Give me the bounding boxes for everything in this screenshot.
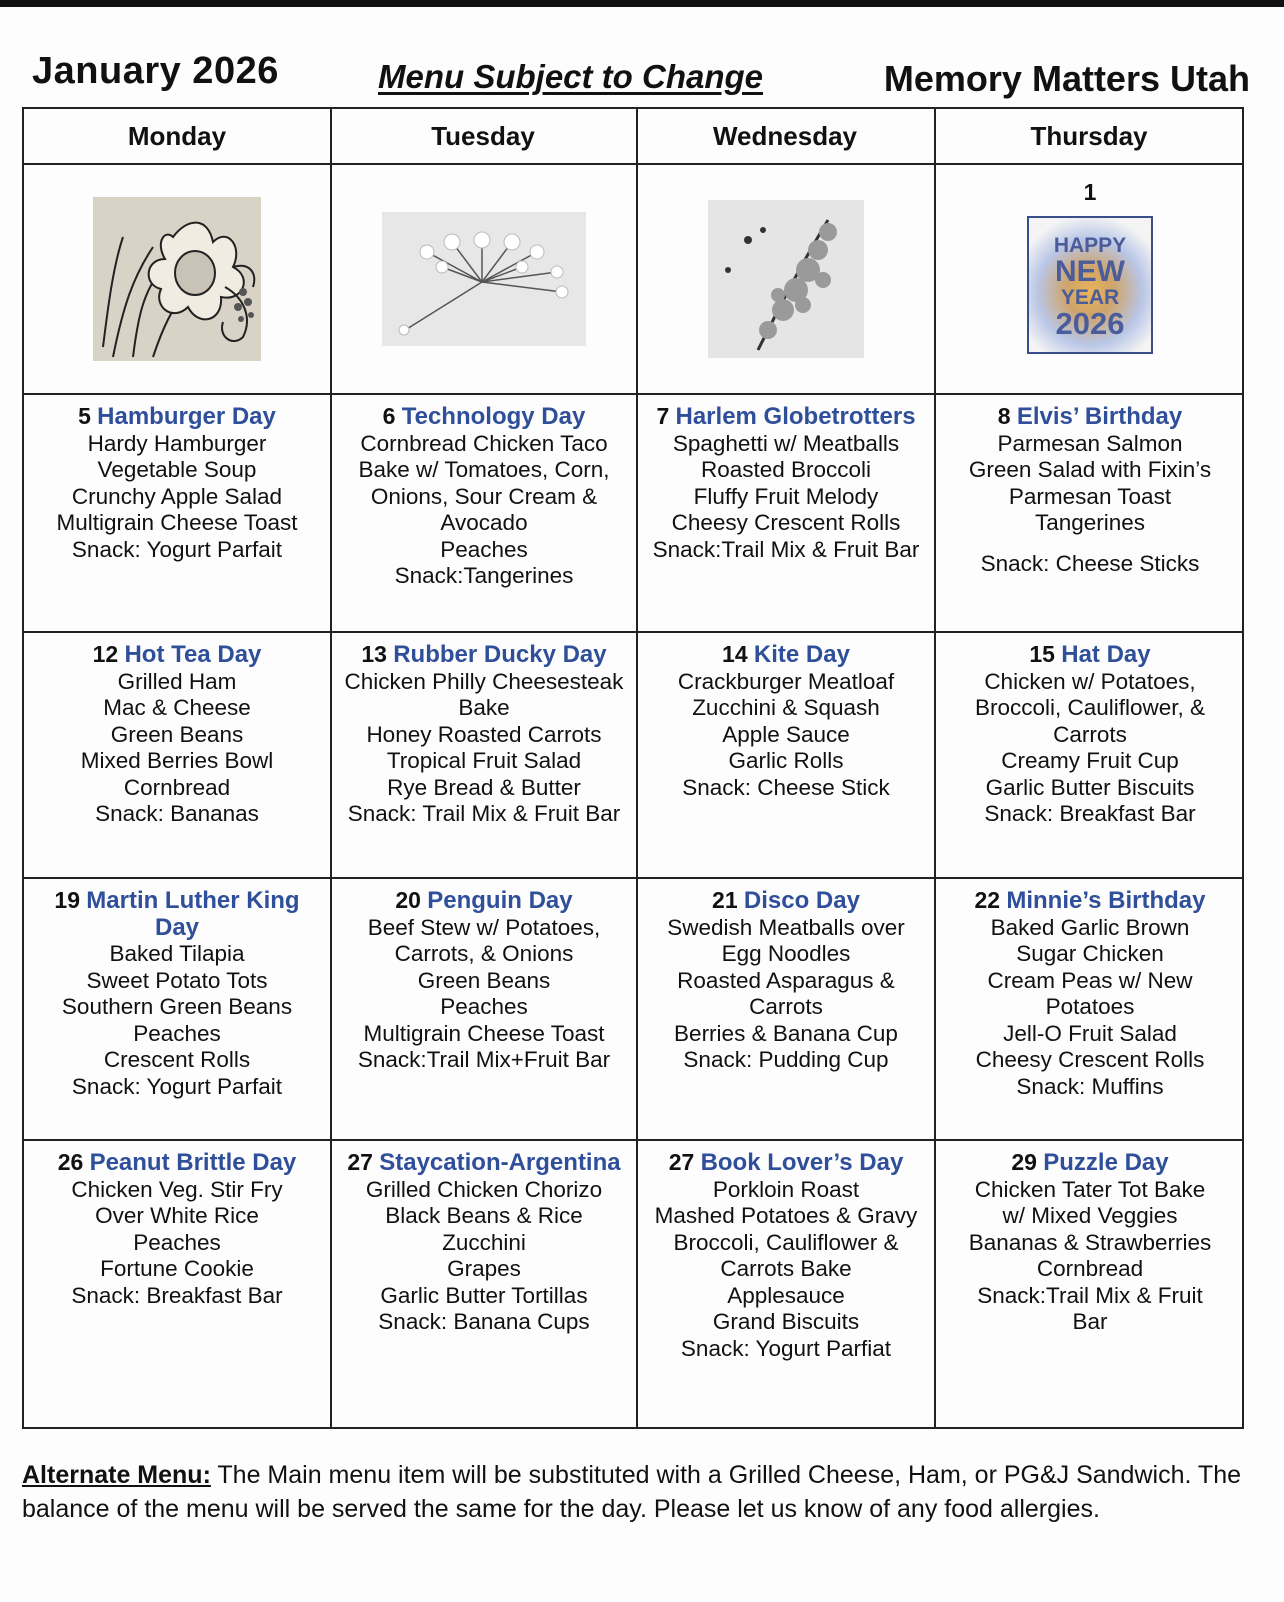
menu-item: Fluffy Fruit Melody (693, 483, 879, 509)
menu-day-cell (332, 633, 636, 877)
menu-item: Baked Garlic Brown (990, 914, 1190, 940)
date-number: 1 (1083, 179, 1097, 205)
date-number: 13 (361, 641, 387, 667)
menu-item: Tangerines (1034, 510, 1146, 535)
day-theme-title: Peanut Brittle Day (89, 1149, 297, 1176)
menu-item: Potatoes (1045, 994, 1135, 1019)
menu-item: Snack: Banana Cups (378, 1309, 590, 1334)
menu-item: Rye Bread & Butter (387, 774, 581, 800)
menu-day-cell (24, 395, 330, 631)
day-theme-title: Harlem Globetrotters (675, 403, 916, 430)
menu-day-cell (936, 633, 1244, 877)
menu-item: Fortune Cookie (100, 1256, 254, 1281)
menu-item: Snack: Breakfast Bar (984, 801, 1196, 826)
day-theme-title: Hot Tea Day (124, 641, 262, 668)
menu-item: Tropical Fruit Salad (386, 748, 582, 773)
menu-item: Chicken Philly Cheesesteak (344, 668, 624, 694)
menu-day-cell (638, 1141, 934, 1429)
menu-item: Cheesy Crescent Rolls (671, 510, 901, 535)
badge-line: YEAR (1060, 286, 1120, 309)
menu-item: Snack: Yogurt Parfiat (680, 1335, 892, 1361)
menu-day-cell (936, 395, 1244, 631)
day-heading (942, 1149, 1238, 1177)
new-year-cell (936, 165, 1244, 393)
menu-item: Carrots, & Onions (394, 941, 574, 966)
menu-day-cell (332, 1141, 636, 1429)
menu-item: Garlic Butter Biscuits (985, 774, 1195, 800)
menu-item: Crackburger Meatloaf (677, 668, 895, 694)
menu-item: Roasted Broccoli (700, 457, 872, 482)
menu-day-cell (936, 879, 1244, 1139)
alternate-menu-note (22, 1458, 1252, 1526)
date-number: 27 (347, 1149, 373, 1175)
day-header-thursday: Thursday (1030, 120, 1148, 151)
day-theme-title: Disco Day (743, 887, 860, 914)
date-number: 14 (722, 641, 748, 667)
menu-item: Hardy Hamburger (87, 430, 267, 456)
menu-item: Broccoli, Cauliflower & (673, 1229, 899, 1255)
menu-item: Green Salad with Fixin’s (968, 457, 1212, 482)
menu-item: Green Beans (110, 721, 244, 747)
day-heading (30, 887, 324, 941)
day-theme-title: Hamburger Day (97, 403, 276, 430)
day-theme-title: Martin Luther King Day (86, 887, 300, 941)
menu-item: Zucchini (442, 1229, 526, 1255)
menu-item: Jell-O Fruit Salad (1003, 1020, 1177, 1046)
menu-item: Southern Green Beans (61, 994, 293, 1019)
menu-item: Snack:Tangerines (394, 563, 574, 588)
menu-item: Crunchy Apple Salad (71, 483, 283, 509)
daffodil-illustration-cell (24, 165, 330, 393)
day-theme-title: Puzzle Day (1043, 1149, 1169, 1176)
day-theme-title: Rubber Ducky Day (393, 641, 607, 668)
menu-item: Baked Tilapia (109, 941, 245, 966)
menu-item: Snack: Breakfast Bar (71, 1282, 283, 1308)
menu-item: Multigrain Cheese Toast (363, 1020, 605, 1046)
day-theme-title: Hat Day (1061, 641, 1151, 668)
menu-item: Chicken w/ Potatoes, (984, 668, 1196, 694)
menu-item: Mashed Potatoes & Gravy (654, 1203, 918, 1228)
dandelion-illustration (382, 212, 586, 346)
menu-item: Porkloin Roast (712, 1176, 860, 1202)
subject-to-change-note: Menu Subject to Change (378, 58, 764, 95)
menu-item: Peaches (133, 1229, 221, 1255)
day-header-tuesday: Tuesday (431, 120, 535, 151)
menu-item: Grilled Ham (117, 668, 237, 694)
day-heading (338, 641, 630, 669)
menu-item: Sweet Potato Tots (86, 967, 268, 993)
day-heading (30, 641, 324, 669)
date-number: 19 (54, 887, 80, 913)
menu-item: Avocado (440, 510, 528, 535)
menu-item: Snack: Cheese Stick (682, 774, 890, 800)
menu-item: Cornbread (1036, 1256, 1144, 1281)
menu-item: Bar (1072, 1309, 1108, 1334)
day-heading (338, 403, 630, 431)
happy-new-year-badge (1027, 216, 1153, 354)
badge-line: 2026 (1055, 306, 1125, 341)
day-heading (30, 1149, 324, 1177)
day-heading (338, 1149, 630, 1177)
menu-item: Over White Rice (95, 1203, 259, 1228)
menu-item: Black Beans & Rice (385, 1203, 583, 1228)
menu-item: Peaches (440, 994, 528, 1019)
menu-item: Cream Peas w/ New (987, 967, 1193, 993)
menu-item: Cornbread (123, 774, 231, 800)
menu-item: Beef Stew w/ Potatoes, (367, 914, 601, 940)
date-number: 21 (712, 887, 738, 913)
menu-item: Egg Noodles (721, 941, 851, 966)
day-theme-title: Elvis’ Birthday (1016, 403, 1183, 430)
organization-name: Memory Matters Utah (883, 58, 1250, 99)
day-header-wednesday: Wednesday (712, 120, 857, 151)
menu-item: Cornbread Chicken Taco (360, 430, 608, 456)
alternate-menu-text: The Main menu item will be substituted with a Grilled Cheese, Ham, or PG&J Sandwich. The balance of the menu will be served the same for the day. Please let us know of any food allergies. (22, 1461, 1241, 1523)
menu-item: Green Beans (417, 967, 551, 993)
day-theme-title: Kite Day (753, 641, 850, 668)
menu-item: Onions, Sour Cream & (370, 483, 598, 509)
menu-item: Bake w/ Tomatoes, Corn, (358, 457, 610, 482)
menu-item: Spaghetti w/ Meatballs (672, 430, 900, 456)
menu-item: Bake (458, 695, 510, 720)
menu-item: Snack: Pudding Cup (683, 1047, 889, 1072)
menu-item: Carrots Bake (720, 1256, 852, 1281)
menu-item: Apple Sauce (722, 721, 850, 747)
day-heading (644, 1149, 928, 1177)
date-number: 12 (92, 641, 119, 667)
menu-day-cell (638, 395, 934, 631)
menu-item: Carrots (1053, 721, 1127, 747)
menu-item: Grand Biscuits (712, 1309, 860, 1334)
menu-item: Peaches (440, 536, 528, 562)
menu-item: Creamy Fruit Cup (1001, 748, 1179, 773)
menu-item: Mac & Cheese (103, 695, 251, 720)
menu-item: Vegetable Soup (97, 457, 257, 482)
day-heading (942, 887, 1238, 915)
menu-day-cell (24, 1141, 330, 1429)
menu-item: Parmesan Toast (1008, 483, 1172, 509)
menu-day-cell (24, 633, 330, 877)
day-theme-title: Technology Day (401, 403, 586, 430)
menu-item: Applesauce (727, 1282, 845, 1308)
day-heading (644, 403, 928, 431)
date-number: 7 (656, 403, 670, 429)
menu-item: Snack:Trail Mix+Fruit Bar (357, 1047, 611, 1072)
day-theme-title: Penguin Day (427, 887, 573, 914)
menu-item: Mixed Berries Bowl (80, 748, 274, 773)
day-heading (644, 641, 928, 669)
day-heading (942, 403, 1238, 431)
menu-item: Sugar Chicken (1016, 941, 1164, 966)
menu-item: Snack:Trail Mix & Fruit Bar (652, 536, 920, 562)
menu-item: Crescent Rolls (103, 1047, 251, 1072)
top-border (0, 0, 1284, 7)
month-title: January 2026 (32, 50, 279, 92)
menu-day-cell (24, 879, 330, 1139)
menu-item: Chicken Veg. Stir Fry (71, 1176, 283, 1202)
menu-item: Peaches (133, 1020, 221, 1046)
menu-item: Snack:Trail Mix & Fruit (977, 1282, 1203, 1308)
badge-line: HAPPY (1053, 234, 1127, 257)
menu-item: Grapes (447, 1256, 521, 1281)
blossom-branch-illustration (708, 200, 864, 358)
dandelion-illustration-cell (332, 165, 636, 393)
menu-item: Snack: Muffins (1016, 1073, 1164, 1099)
menu-item: Grilled Chicken Chorizo (365, 1176, 603, 1202)
page-header (30, 50, 1250, 102)
menu-item: Snack: Trail Mix & Fruit Bar (347, 801, 621, 826)
menu-item: Carrots (749, 994, 823, 1019)
day-heading (644, 887, 928, 915)
alternate-menu-label: Alternate Menu: (22, 1461, 211, 1489)
menu-item: Honey Roasted Carrots (366, 721, 602, 747)
menu-calendar (22, 107, 1244, 1429)
date-number: 26 (57, 1149, 84, 1175)
menu-item: Snack: Yogurt Parfait (71, 1073, 283, 1099)
day-theme-title: Staycation-Argentina (379, 1149, 621, 1176)
menu-item: Multigrain Cheese Toast (56, 510, 298, 535)
blossom-branch-illustration-cell (638, 165, 934, 393)
menu-item: Garlic Butter Tortillas (380, 1282, 588, 1308)
badge-line: NEW (1055, 255, 1125, 288)
day-heading (338, 887, 630, 915)
date-number: 29 (1011, 1149, 1037, 1175)
day-theme-title: Book Lover’s Day (700, 1149, 904, 1176)
day-header-monday: Monday (127, 120, 227, 151)
menu-item: Cheesy Crescent Rolls (975, 1047, 1205, 1072)
menu-day-cell (936, 1141, 1244, 1429)
menu-item: Garlic Rolls (728, 748, 844, 773)
date-number: 22 (974, 887, 1001, 913)
date-number: 15 (1029, 641, 1055, 667)
date-number: 8 (997, 403, 1011, 429)
menu-item: Chicken Tater Tot Bake (974, 1176, 1206, 1202)
menu-item: Snack: Cheese Sticks (980, 550, 1200, 576)
menu-item: Bananas & Strawberries (968, 1229, 1212, 1255)
menu-item: Roasted Asparagus & (677, 967, 895, 993)
menu-day-cell (332, 395, 636, 631)
menu-item: Berries & Banana Cup (674, 1020, 898, 1046)
menu-item: Broccoli, Cauliflower, & (974, 695, 1206, 720)
daffodil-illustration (93, 197, 261, 361)
date-number: 20 (395, 887, 421, 913)
menu-day-cell (332, 879, 636, 1139)
menu-day-cell (638, 879, 934, 1139)
menu-day-cell (638, 633, 934, 877)
date-number: 5 (78, 403, 91, 429)
menu-item: Swedish Meatballs over (667, 914, 905, 940)
day-heading (30, 403, 324, 431)
date-number: 27 (668, 1149, 695, 1175)
menu-item: Parmesan Salmon (997, 430, 1183, 456)
day-theme-title: Minnie’s Birthday (1006, 887, 1206, 914)
date-number: 6 (382, 403, 396, 429)
day-heading (942, 641, 1238, 669)
menu-item: Zucchini & Squash (692, 695, 880, 720)
menu-item: Snack: Bananas (95, 801, 259, 826)
menu-item: Snack: Yogurt Parfait (71, 536, 283, 562)
spacer (942, 537, 1238, 551)
menu-item: w/ Mixed Veggies (1002, 1203, 1178, 1228)
